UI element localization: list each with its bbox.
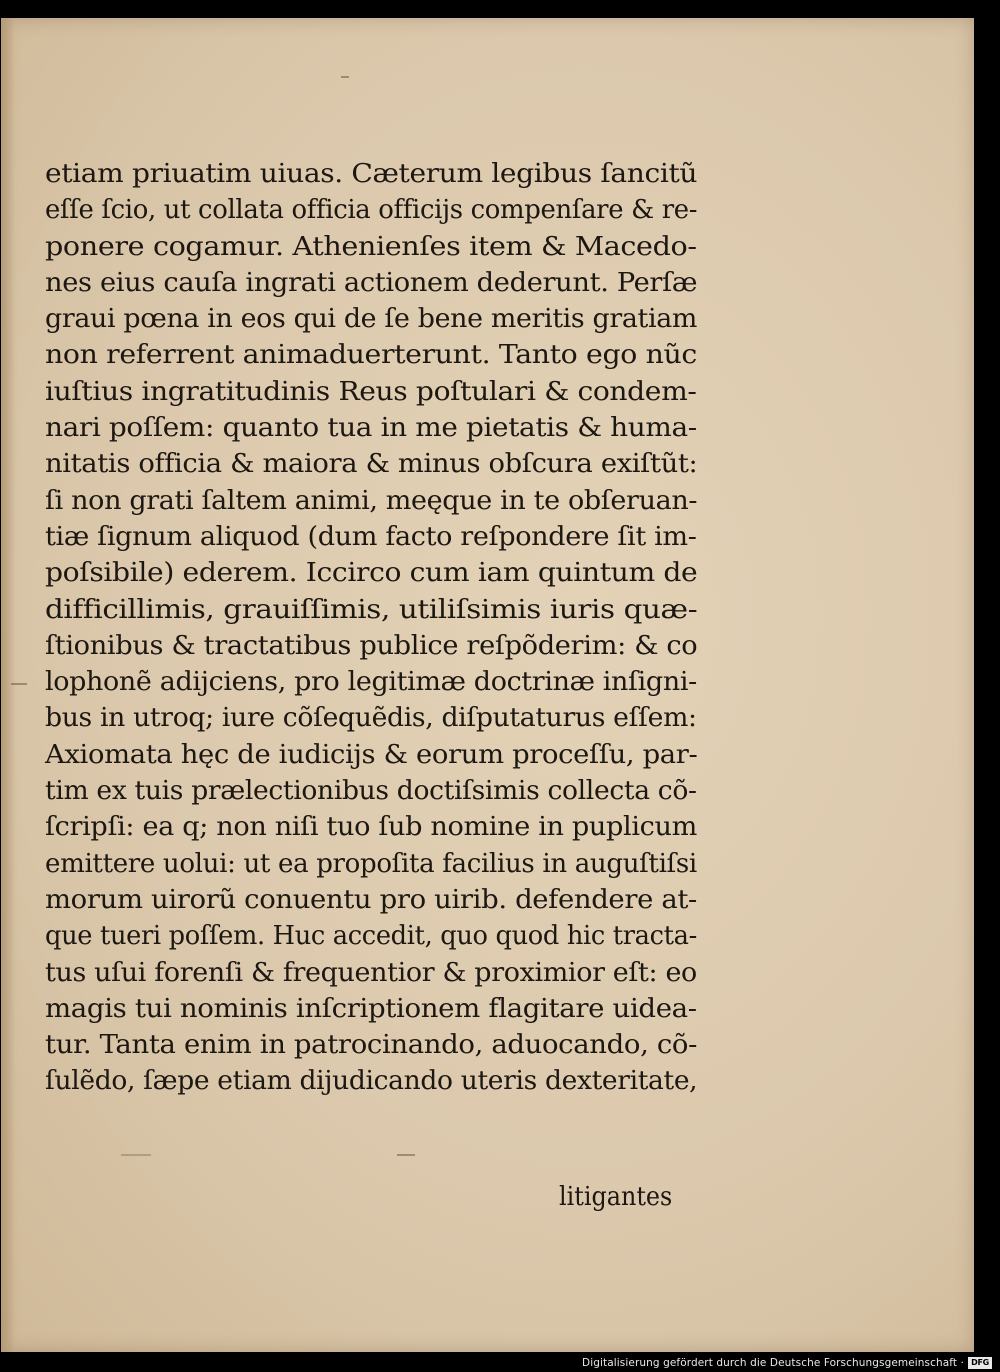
text-line: poſsibile) ederem. Iccirco cum iam quintum de [45,557,698,589]
text-line: nari poſſem: quanto tua in me pietatis & huma- [45,412,697,444]
text-line: ſtionibus & tractatibus publice reſpõderim: & co [45,629,698,661]
book-page [1,18,974,1352]
text-line: Axiomata hęc de iudicijs & eorum proceſſu, par- [45,738,698,770]
paper-speck [397,1154,415,1156]
text-line: non referrent animaduerterunt. Tanto ego nũc [45,339,697,371]
text-line: ſulẽdo, ſæpe etiam dijudicando uteris dexteritate, [45,1065,698,1097]
text-line: ſcripſi: ea q; non niſi tuo ſub nomine in puplicum [45,811,697,843]
text-line: ponere cogamur. Athenienſes item & Macedo- [45,230,697,262]
paper-speck [121,1154,151,1156]
text-line: iuſtius ingratitudinis Reus poſtulari & condem- [45,375,697,407]
text-line: eſſe ſcio, ut collata officia officijs compenſare & re- [45,194,698,226]
text-line: nes eius cauſa ingrati actionem dederunt. Perſæ [45,266,698,298]
text-line: nitatis officia & maiora & minus obſcura exiſtũt: [45,448,698,480]
text-line: tim ex tuis prælectionibus doctiſsimis collecta cõ- [45,775,697,807]
text-line: lophonẽ adijciens, pro legitimæ doctrinæ inſigni- [45,666,697,698]
text-line: ſi non grati ſaltem animi, meęque in te obſeruan- [45,484,698,516]
text-line: magis tui nominis inſcriptionem flagitare uidea- [45,992,697,1024]
text-line: tur. Tanta enim in patrocinando, aduocando, cõ- [45,1029,698,1061]
text-line: difficillimis, grauiſſimis, utiliſsimis iuris quæ- [45,593,698,625]
page-gutter-shadow [1,18,15,1352]
text-line: que tueri poſſem. Huc accedit, quo quod hic tracta- [45,920,697,952]
text-line: graui pœna in eos qui de ſe bene meritis gratiam [45,303,698,335]
catchword: litigantes [559,1181,673,1212]
text-line: emittere uolui: ut ea propoſita facilius in auguſtiſsi [45,847,697,879]
text-line: bus in utroq; iure cõſequẽdis, diſputaturus eſſem: [45,702,697,734]
text-line: tiæ ſignum aliquod (dum facto reſpondere ſit im- [45,520,697,552]
digitization-credit: Digitalisierung gefördert durch die Deutsche Forschungsgemeinschaft · [582,1357,964,1369]
text-line: morum uirorũ conuentu pro uirib. defendere at- [45,883,697,915]
text-line: tus uſui forenſi & frequentior & proximior eſt: eo [45,956,697,988]
text-line: etiam priuatim uiuas. Cæterum legibus ſancitũ [45,158,698,189]
paper-speck [11,683,27,685]
dfg-logo: DFG [968,1357,992,1369]
body-text [45,156,705,1100]
paper-speck [341,76,349,78]
